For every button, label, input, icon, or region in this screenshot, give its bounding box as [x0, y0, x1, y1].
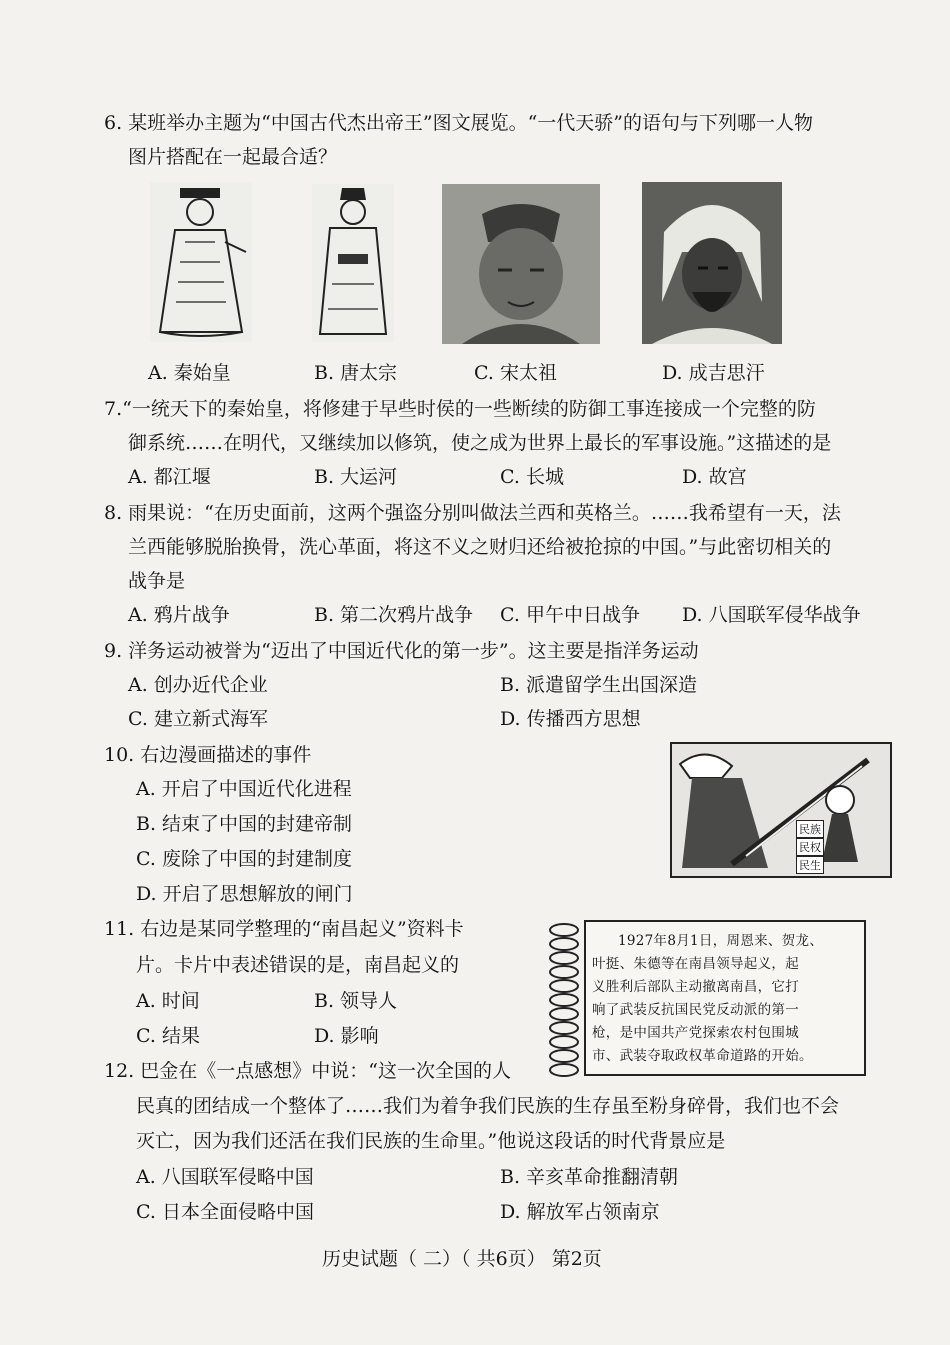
portrait-qin-shihuang [150, 182, 252, 342]
q6-option-a[interactable]: A. 秦始皇 [148, 362, 231, 384]
q11-stem-line1: 11. 右边是某同学整理的“南昌起义”资料卡 [104, 918, 464, 940]
q11-option-a[interactable]: A. 时间 [136, 990, 200, 1012]
q8-option-d[interactable]: D. 八国联军侵华战争 [682, 604, 861, 626]
q10-option-b[interactable]: B. 结束了中国的封建帝制 [136, 813, 353, 835]
cartoon-label-minsheng: 民生 [796, 856, 824, 874]
q11-option-d[interactable]: D. 影响 [314, 1025, 379, 1047]
q6-option-b[interactable]: B. 唐太宗 [314, 362, 398, 384]
q9-option-a[interactable]: A. 创办近代企业 [128, 674, 268, 696]
q7-stem-line2: 御系统……在明代，又继续加以修筑，使之成为世界上最长的军事设施。”这描述的是 [128, 432, 832, 454]
q6-stem-line2: 图片搭配在一起最合适？ [128, 146, 338, 168]
cartoon-drawing [672, 744, 890, 876]
card-line-5: 枪，是中国共产党探索农村包围城 [592, 1025, 799, 1041]
q8-stem-line1: 8. 雨果说：“在历史面前，这两个强盗分别叫做法兰西和英格兰。……我希望有一天，法 [104, 502, 841, 524]
q12-stem-line2: 民真的团结成一个整体了……我们为着争我们民族的生存虽至粉身碎骨，我们也不会 [136, 1095, 840, 1117]
q9-option-b[interactable]: B. 派遣留学生出国深造 [500, 674, 698, 696]
q12-option-c[interactable]: C. 日本全面侵略中国 [136, 1201, 314, 1223]
portrait-genghis-khan [642, 182, 782, 344]
q12-stem-line3: 灭亡，因为我们还活在我们民族的生命里。”他说这段话的时代背景应是 [136, 1130, 726, 1152]
card-frame [584, 920, 866, 1076]
cartoon-label-minzu: 民族 [796, 820, 824, 838]
card-line-3: 义胜利后部队主动撤离南昌，它打 [592, 979, 799, 995]
page-footer: 历史试题（ 二）（ 共6页） 第2页 [322, 1248, 602, 1270]
q12-option-a[interactable]: A. 八国联军侵略中国 [136, 1166, 314, 1188]
q11-stem-line2: 片。卡片中表述错误的是，南昌起义的 [136, 954, 460, 976]
portrait-tang-taizong [312, 184, 394, 342]
q10-stem-line1: 10. 右边漫画描述的事件 [104, 744, 312, 766]
spiral-binding-icon [540, 918, 584, 1080]
card-line-6: 市、武装夺取政权革命道路的开始。 [592, 1048, 813, 1064]
q8-option-a[interactable]: A. 鸦片战争 [128, 604, 230, 626]
card-line-1: 1927年8月1日，周恩来、贺龙、 [618, 933, 824, 949]
q12-stem-line1: 12. 巴金在《一点感想》中说：“这一次全国的人 [104, 1060, 511, 1082]
q11-info-card [540, 918, 870, 1080]
q10-option-a[interactable]: A. 开启了中国近代化进程 [136, 778, 352, 800]
q12-option-b[interactable]: B. 辛亥革命推翻清朝 [500, 1166, 679, 1188]
q11-option-b[interactable]: B. 领导人 [314, 990, 398, 1012]
q6-option-d[interactable]: D. 成吉思汗 [662, 362, 765, 384]
q12-option-d[interactable]: D. 解放军占领南京 [500, 1201, 660, 1223]
card-line-4: 响了武装反抗国民党反动派的第一 [592, 1002, 799, 1018]
q8-option-c[interactable]: C. 甲午中日战争 [500, 604, 640, 626]
portrait-song-taizu [442, 184, 600, 344]
q6-option-c[interactable]: C. 宋太祖 [474, 362, 557, 384]
q9-option-c[interactable]: C. 建立新式海军 [128, 708, 268, 730]
q10-option-c[interactable]: C. 废除了中国的封建制度 [136, 848, 352, 870]
q10-option-d[interactable]: D. 开启了思想解放的闸门 [136, 883, 353, 905]
q9-stem-line1: 9. 洋务运动被誉为“迈出了中国近代化的第一步”。这主要是指洋务运动 [104, 640, 699, 662]
q8-option-b[interactable]: B. 第二次鸦片战争 [314, 604, 474, 626]
q6-stem-line1: 6. 某班举办主题为“中国古代杰出帝王”图文展览。“一代天骄”的语句与下列哪一人物 [104, 112, 814, 134]
q11-option-c[interactable]: C. 结果 [136, 1025, 200, 1047]
q9-option-d[interactable]: D. 传播西方思想 [500, 708, 641, 730]
q8-stem-line3: 战争是 [128, 570, 186, 592]
q7-option-c[interactable]: C. 长城 [500, 466, 564, 488]
q8-stem-line2: 兰西能够脱胎换骨，洗心革面，将这不义之财归还给被抢掠的中国。”与此密切相关的 [128, 536, 832, 558]
q7-stem-line1: 7.“一统天下的秦始皇，将修建于早些时侯的一些断续的防御工事连接成一个完整的防 [104, 398, 816, 420]
q10-cartoon [670, 742, 892, 878]
q7-option-a[interactable]: A. 都江堰 [128, 466, 211, 488]
cartoon-label-minquan: 民权 [796, 838, 824, 856]
q7-option-d[interactable]: D. 故宫 [682, 466, 747, 488]
card-text [592, 930, 858, 1068]
card-line-2: 叶挺、朱德等在南昌领导起义，起 [592, 956, 799, 972]
q7-option-b[interactable]: B. 大运河 [314, 466, 398, 488]
